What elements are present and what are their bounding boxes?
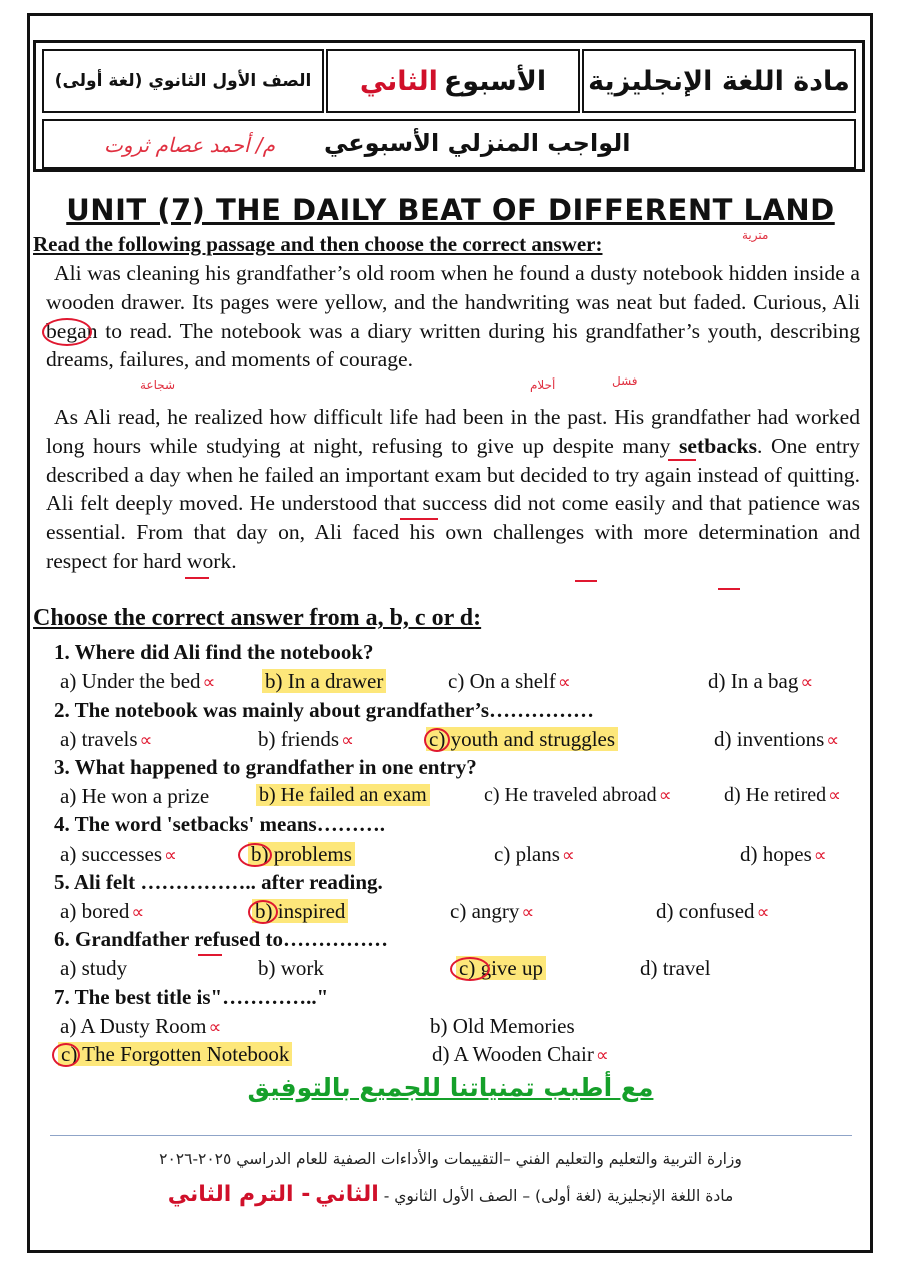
option-3b[interactable]: b) He failed an exam <box>256 784 430 807</box>
choose-instruction: Choose the correct answer from a, b, c or d: <box>33 605 482 631</box>
grade-label: الصف الأول الثانوي (لغة أولى) <box>54 71 312 91</box>
option-1b[interactable]: b) In a drawer <box>262 669 386 694</box>
week-cell <box>326 49 580 113</box>
week-prefix: الأسبوع <box>443 65 547 97</box>
cross-mark-icon: ∝ <box>561 845 575 866</box>
footer-course <box>0 1182 901 1207</box>
homework-title: الواجب المنزلي الأسبوعي <box>324 129 631 157</box>
cross-mark-icon: ∝ <box>341 730 354 751</box>
option-6a[interactable]: a) study <box>60 956 128 980</box>
cross-mark-icon: ∝ <box>828 785 842 806</box>
option-3c[interactable]: c) He traveled abroad ∝ <box>484 784 672 806</box>
option-2d[interactable]: d) inventions ∝ <box>714 727 840 751</box>
passage-paragraph-1 <box>46 259 860 374</box>
cross-mark-icon: ∝ <box>208 1017 222 1038</box>
option-3d[interactable]: d) He retired ∝ <box>724 784 842 806</box>
handwritten-note: مترية <box>742 228 769 242</box>
cross-mark-icon: ∝ <box>826 730 840 751</box>
homework-row <box>42 119 856 169</box>
grade-cell <box>42 49 324 113</box>
header-table <box>33 40 865 172</box>
option-4a[interactable]: a) successes ∝ <box>60 842 177 866</box>
annotation-underline <box>668 459 696 461</box>
option-5b[interactable]: b) inspired <box>252 899 348 924</box>
option-4c[interactable]: c) plans ∝ <box>494 842 575 866</box>
header-row <box>42 49 856 115</box>
option-2b[interactable]: b) friends ∝ <box>258 727 354 751</box>
annotation-underline <box>718 588 740 590</box>
option-7c[interactable]: c) The Forgotten Notebook <box>58 1042 292 1067</box>
option-3a[interactable]: a) He won a prize <box>60 784 210 808</box>
selection-circle <box>52 1043 80 1067</box>
paragraph-2-end: . One entry described a day when he failed an important exam but decided to try again instead of quitting. Ali felt deeply moved. He understood that success did not come easily and that patience was essential. From that day on, Ali faced his own challenges with more determination and respect for hard work. <box>46 433 860 573</box>
footer-divider <box>50 1135 852 1136</box>
option-4b[interactable]: b) problems <box>248 842 355 867</box>
option-7d[interactable]: d) A Wooden Chair ∝ <box>432 1042 609 1066</box>
cross-mark-icon: ∝ <box>202 672 216 693</box>
paragraph-1-text: Ali was cleaning his grandfather’s old room when he found a dusty notebook hidden inside a wooden drawer. Its pages were yellow, and the handwriting was neat but faded. Curious, Ali began to read. The notebook was a diary written during his grandfather’s youth, describing dreams, failures, and moments of courage. <box>46 261 860 372</box>
option-5c[interactable]: c) angry ∝ <box>450 899 535 923</box>
option-5d[interactable]: d) confused ∝ <box>656 899 770 923</box>
cross-mark-icon: ∝ <box>131 902 145 923</box>
question-2: 2. The notebook was mainly about grandfather’s…………… <box>54 698 595 722</box>
annotation-underline <box>198 954 222 956</box>
annotation-underline <box>400 518 438 520</box>
cross-mark-icon: ∝ <box>139 730 153 751</box>
handwritten-note: شجاعة <box>140 378 176 392</box>
option-2a[interactable]: a) travels ∝ <box>60 727 153 751</box>
selection-circle <box>450 957 490 981</box>
option-2c[interactable]: c) youth and struggles <box>426 727 618 752</box>
annotation-underline <box>185 577 209 579</box>
cross-mark-icon: ∝ <box>164 845 177 866</box>
option-5a[interactable]: a) bored ∝ <box>60 899 145 923</box>
selection-circle <box>248 900 278 924</box>
option-7a[interactable]: a) A Dusty Room ∝ <box>60 1014 222 1038</box>
unit-title: UNIT (7) THE DAILY BEAT OF DIFFERENT LAND <box>66 193 835 227</box>
question-5: 5. Ali felt …………….. after reading. <box>54 870 383 894</box>
question-7: 7. The best title is"………….." <box>54 985 329 1009</box>
subject-cell <box>582 49 856 113</box>
footer-term: - الترم الثاني <box>167 1182 311 1207</box>
handwritten-note: فشل <box>612 374 638 388</box>
annotation-underline <box>575 580 597 582</box>
option-6c[interactable]: c) give up <box>456 956 546 981</box>
teacher-signature: م/ أحمد عصام ثروت <box>104 133 276 157</box>
good-luck-message: مع أطيب تمنياتنا للجميع بالتوفيق <box>247 1073 654 1102</box>
selection-circle <box>424 728 450 752</box>
passage-paragraph-2 <box>46 403 860 576</box>
footer-week: الثاني <box>315 1182 379 1207</box>
reading-instruction: Read the following passage and then choose the correct answer: <box>33 232 603 256</box>
cross-mark-icon: ∝ <box>595 1045 609 1066</box>
option-1c[interactable]: c) On a shelf ∝ <box>448 669 571 693</box>
option-6b[interactable]: b) work <box>258 956 324 980</box>
cross-mark-icon: ∝ <box>800 672 814 693</box>
cross-mark-icon: ∝ <box>658 785 672 806</box>
cross-mark-icon: ∝ <box>557 672 571 693</box>
question-6: 6. Grandfather refused to…………… <box>54 927 389 951</box>
option-4d[interactable]: d) hopes ∝ <box>740 842 827 866</box>
question-3: 3. What happened to grandfather in one entry? <box>54 755 477 779</box>
question-4: 4. The word 'setbacks' means………. <box>54 812 385 836</box>
option-1d[interactable]: d) In a bag ∝ <box>708 669 814 693</box>
cross-mark-icon: ∝ <box>756 902 770 923</box>
cross-mark-icon: ∝ <box>521 902 535 923</box>
handwritten-note: أحلام <box>530 378 556 392</box>
subject-label: مادة اللغة الإنجليزية <box>588 65 850 97</box>
question-1: 1. Where did Ali find the notebook? <box>54 640 374 664</box>
selection-circle <box>238 843 272 867</box>
footer-course-text: مادة اللغة الإنجليزية (لغة أولى) – الصف الأول الثانوي - <box>383 1187 734 1205</box>
keyword-setbacks: setbacks <box>679 433 757 458</box>
option-6d[interactable]: d) travel <box>640 956 711 980</box>
option-1a[interactable]: a) Under the bed ∝ <box>60 669 216 693</box>
week-number: الثاني <box>359 65 438 97</box>
paragraph-2-start: As Ali read, he realized how difficult life had been in the past. His grandfather had worked long hours while studying at night, refusing to give up despite many <box>46 405 860 458</box>
footer-ministry: وزارة التربية والتعليم والتعليم الفني –التقييمات والأداءات الصفية للعام الدراسي ٢٠٢٥-٢٠٢٦ <box>159 1150 742 1168</box>
option-7b[interactable]: b) Old Memories <box>430 1014 575 1038</box>
annotation-circle <box>42 318 92 346</box>
cross-mark-icon: ∝ <box>813 845 827 866</box>
